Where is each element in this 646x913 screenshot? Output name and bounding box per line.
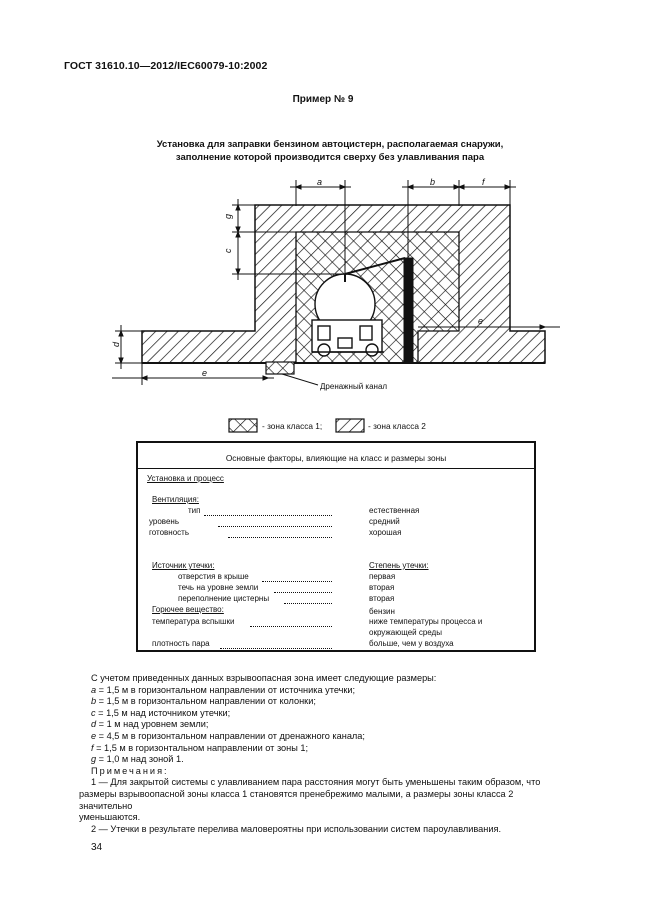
flash-value-line2: окружающей среды [369,628,442,637]
density-label: плотность пара [152,639,210,648]
body-intro: С учетом приведенных данных взрывоопасная зона имеет следующие размеры: [91,673,437,683]
leader-dots [204,515,332,516]
source2-value: вторая [369,583,395,592]
drain-channel [266,362,318,385]
note1-line2: размеры взрывоопасной зоны класса 1 становятся пренебрежимо малыми, а размеры зоны класса 2 значительно [79,788,514,811]
note2: 2 — Утечки в результате перелива маловероятны при использовании систем пароулавливания. [91,823,502,834]
dimension-g-label: g [223,213,233,219]
dimension-c-label: c [223,248,233,253]
dimension-b-label: b [430,177,436,187]
leader-dots [274,592,332,593]
note1 [79,777,561,823]
note1-line1: 1 — Для закрытой системы с улавливанием пара расстояния могут быть уменьшены таким образом, что [91,777,541,788]
note1-line3: уменьшаются. [79,812,141,823]
leader-dots [218,526,332,527]
list-item: f = 1,5 м в горизонтальном направлении от зоны 1; [91,742,309,753]
legend-zone1-label: - зона класса 1; [262,421,323,431]
factors-title: Основные факторы, влияющие на класс и размеры зоны [225,453,447,463]
flash-label: температура вспышки [152,617,235,626]
dimension-e-left-label: e [202,368,208,378]
drain-label: Дренажный канал [320,382,388,391]
leader-dots [250,626,332,627]
figure-title [80,139,580,164]
legend-zone2-swatch [336,419,364,432]
list-item: g = 1,0 м над зоной 1. [91,754,184,765]
substance-head: Горючее вещество: [152,605,224,614]
source-head: Источник утечки: [152,561,215,570]
factors-table [136,441,536,652]
vent-type-value: естественная [369,506,420,515]
factors-divider [138,468,534,469]
figure-title-line1: Установка для заправки бензином автоцистерн, располагаемая снаружи, [156,139,504,150]
dimension-a-label: a [317,177,323,187]
source1-value: первая [369,572,396,581]
dimension-f [459,180,516,206]
dimension-e-right-label: e [478,316,484,326]
density-value: больше, чем у воздуха [369,639,454,648]
source1-label: отверстия в крыше [178,572,249,581]
vent-avail-value: хорошая [369,528,402,537]
leader-dots [220,648,332,649]
source3-value: вторая [369,594,395,603]
figure-title-line2: заполнение которой производится сверху без улавливания пара [175,151,485,163]
body-text [79,673,561,835]
dimension-f-label: f [482,177,485,187]
dimension-e-left [112,363,274,385]
list-item: b = 1,5 м в горизонтальном направлении от колонки; [91,696,316,707]
vent-level-label: уровень [149,517,180,526]
vent-level-value: средний [369,517,400,526]
list-item: a = 1,5 м в горизонтальном направлении от источника утечки; [91,684,356,695]
list-item: e = 4,5 м в горизонтальном направлении от дренажного канала; [91,730,365,741]
document-header: ГОСТ 31610.10—2012/IEC60079-10:2002 [64,60,268,72]
flash-value-line1: ниже температуры процесса и [369,617,483,626]
legend-zone1-swatch [229,419,257,432]
substance-value: бензин [369,607,395,616]
ventilation-head: Вентиляция: [152,495,199,504]
legend-zone2-label: - зона класса 2 [368,421,426,431]
example-title: Пример № 9 [292,94,354,105]
leader-dots [262,581,332,582]
leader-dots [228,537,332,538]
dimension-list [91,685,561,766]
vent-avail-label: готовность [149,528,189,537]
notes-head: Примечания: [91,765,169,776]
source2-label: течь на уровне земли [178,583,259,592]
degree-head: Степень утечки: [369,561,429,570]
hazard-zone-diagram [0,170,646,450]
list-item: c = 1,5 м над источником утечки; [91,707,231,718]
dimension-d-label: d [111,341,121,347]
page-number: 34 [91,842,103,853]
source3-label: переполнение цистерны [178,594,270,603]
section-install: Установка и процесс [147,474,224,483]
leader-dots [284,603,332,604]
list-item: d = 1 м над уровнем земли; [91,719,209,730]
vent-type-label: тип [188,506,201,515]
